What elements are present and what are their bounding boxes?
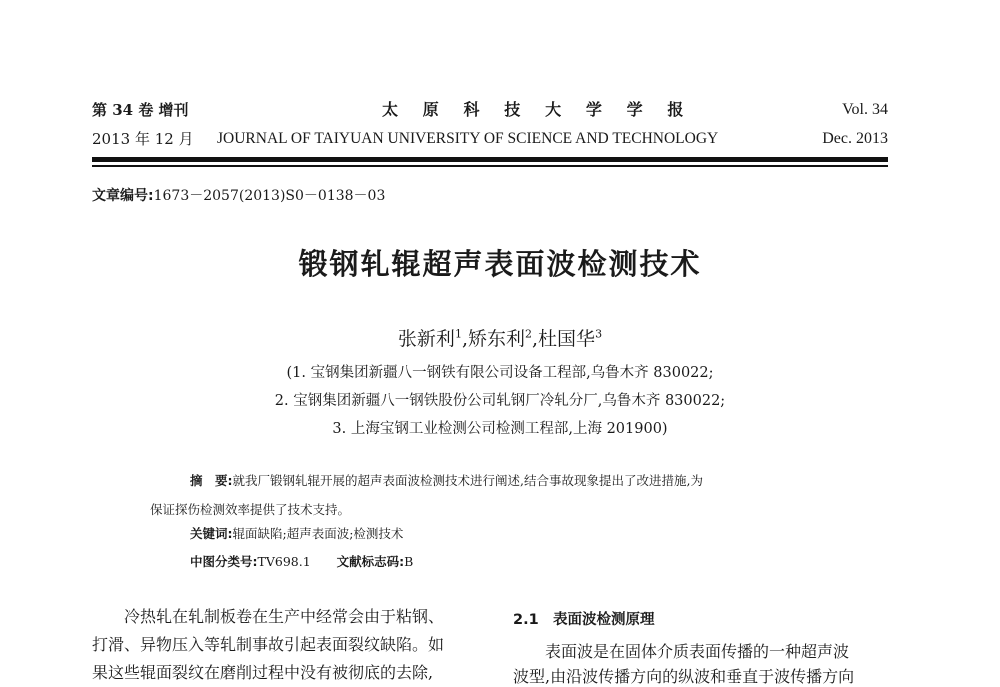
journal-date-cn: 2013 年 12 月 [92, 130, 194, 148]
journal-volume-cn: 第 34 卷 增刊 [92, 101, 189, 119]
journal-volume-en: Vol. 34 [842, 101, 888, 118]
abstract-label: 摘 要: [190, 473, 233, 488]
body-text-line: 冷热轧在轧制板卷在生产中经常会由于粘钢、 [124, 607, 445, 626]
journal-date-en: Dec. 2013 [822, 130, 888, 147]
header-rule-thick [92, 157, 888, 162]
journal-name-cn: 太 原 科 技 大 学 学 报 [382, 100, 693, 119]
body-text-line: 表面波是在固体介质表面传播的一种超声波 [545, 642, 850, 661]
body-text-line: 果这些辊面裂纹在磨削过程中没有被彻底的去除, [92, 663, 434, 682]
affiliation-line: 2. 宝钢集团新疆八一钢铁股份公司轧钢厂冷轧分厂,乌鲁木齐 830022; [274, 393, 726, 409]
article-number-label: 文章编号: [92, 188, 154, 204]
header-rule-thin [92, 165, 888, 167]
paper-title: 锻钢轧辊超声表面波检测技术 [298, 247, 702, 281]
body-text-line: 打滑、异物压入等轧制事故引起表面裂纹缺陷。如 [92, 635, 445, 654]
author-affiliation-mark: 1 [454, 327, 462, 341]
abstract-second-line: 保证探伤检测效率提供了技术支持。 [150, 502, 351, 517]
clc-value: TV698.1 [257, 554, 311, 569]
author-list: 张新利$^1$,矫东利$^2$,杜国华$^3$ [397, 327, 603, 350]
affiliation-line: 3. 上海宝钢工业检测公司检测工程部,上海 201900) [332, 421, 668, 437]
article-number-value: 1673－2057(2013)S0－0138－03 [153, 188, 386, 204]
abstract-text: 就我厂锻钢轧辊开展的超声表面波检测技术进行阐述,结合事故现象提出了改进措施,为 [232, 473, 703, 488]
clc-label: 中图分类号: [190, 554, 258, 569]
keywords-label: 关键词: [190, 526, 233, 541]
doc-code-value: B [404, 554, 414, 569]
author-name: 矫东利 [467, 328, 525, 350]
author-affiliation-mark: 2 [525, 327, 532, 341]
section-number: 2.1 [513, 612, 539, 628]
journal-name-en: JOURNAL OF TAIYUAN UNIVERSITY OF SCIENCE AND TECHNOLOGY [217, 130, 719, 147]
doc-code-label: 文献标志码: [336, 554, 405, 569]
classification [190, 552, 413, 570]
keywords [190, 524, 403, 542]
keywords-value: 辊面缺陷;超声表面波;检测技术 [232, 526, 404, 541]
section-title: 表面波检测原理 [553, 612, 655, 628]
abstract-first-line [190, 466, 890, 496]
article-number [92, 185, 385, 205]
body-text-line: 波型,由沿波传播方向的纵波和垂直于波传播方向 [513, 667, 855, 686]
author-name: 杜国华 [538, 328, 596, 350]
affiliation-line: (1. 宝钢集团新疆八一钢铁有限公司设备工程部,乌鲁木齐 830022; [286, 365, 714, 381]
author-name: 张新利 [397, 328, 455, 350]
author-affiliation-mark: 3 [595, 327, 603, 341]
section-heading [513, 608, 655, 629]
